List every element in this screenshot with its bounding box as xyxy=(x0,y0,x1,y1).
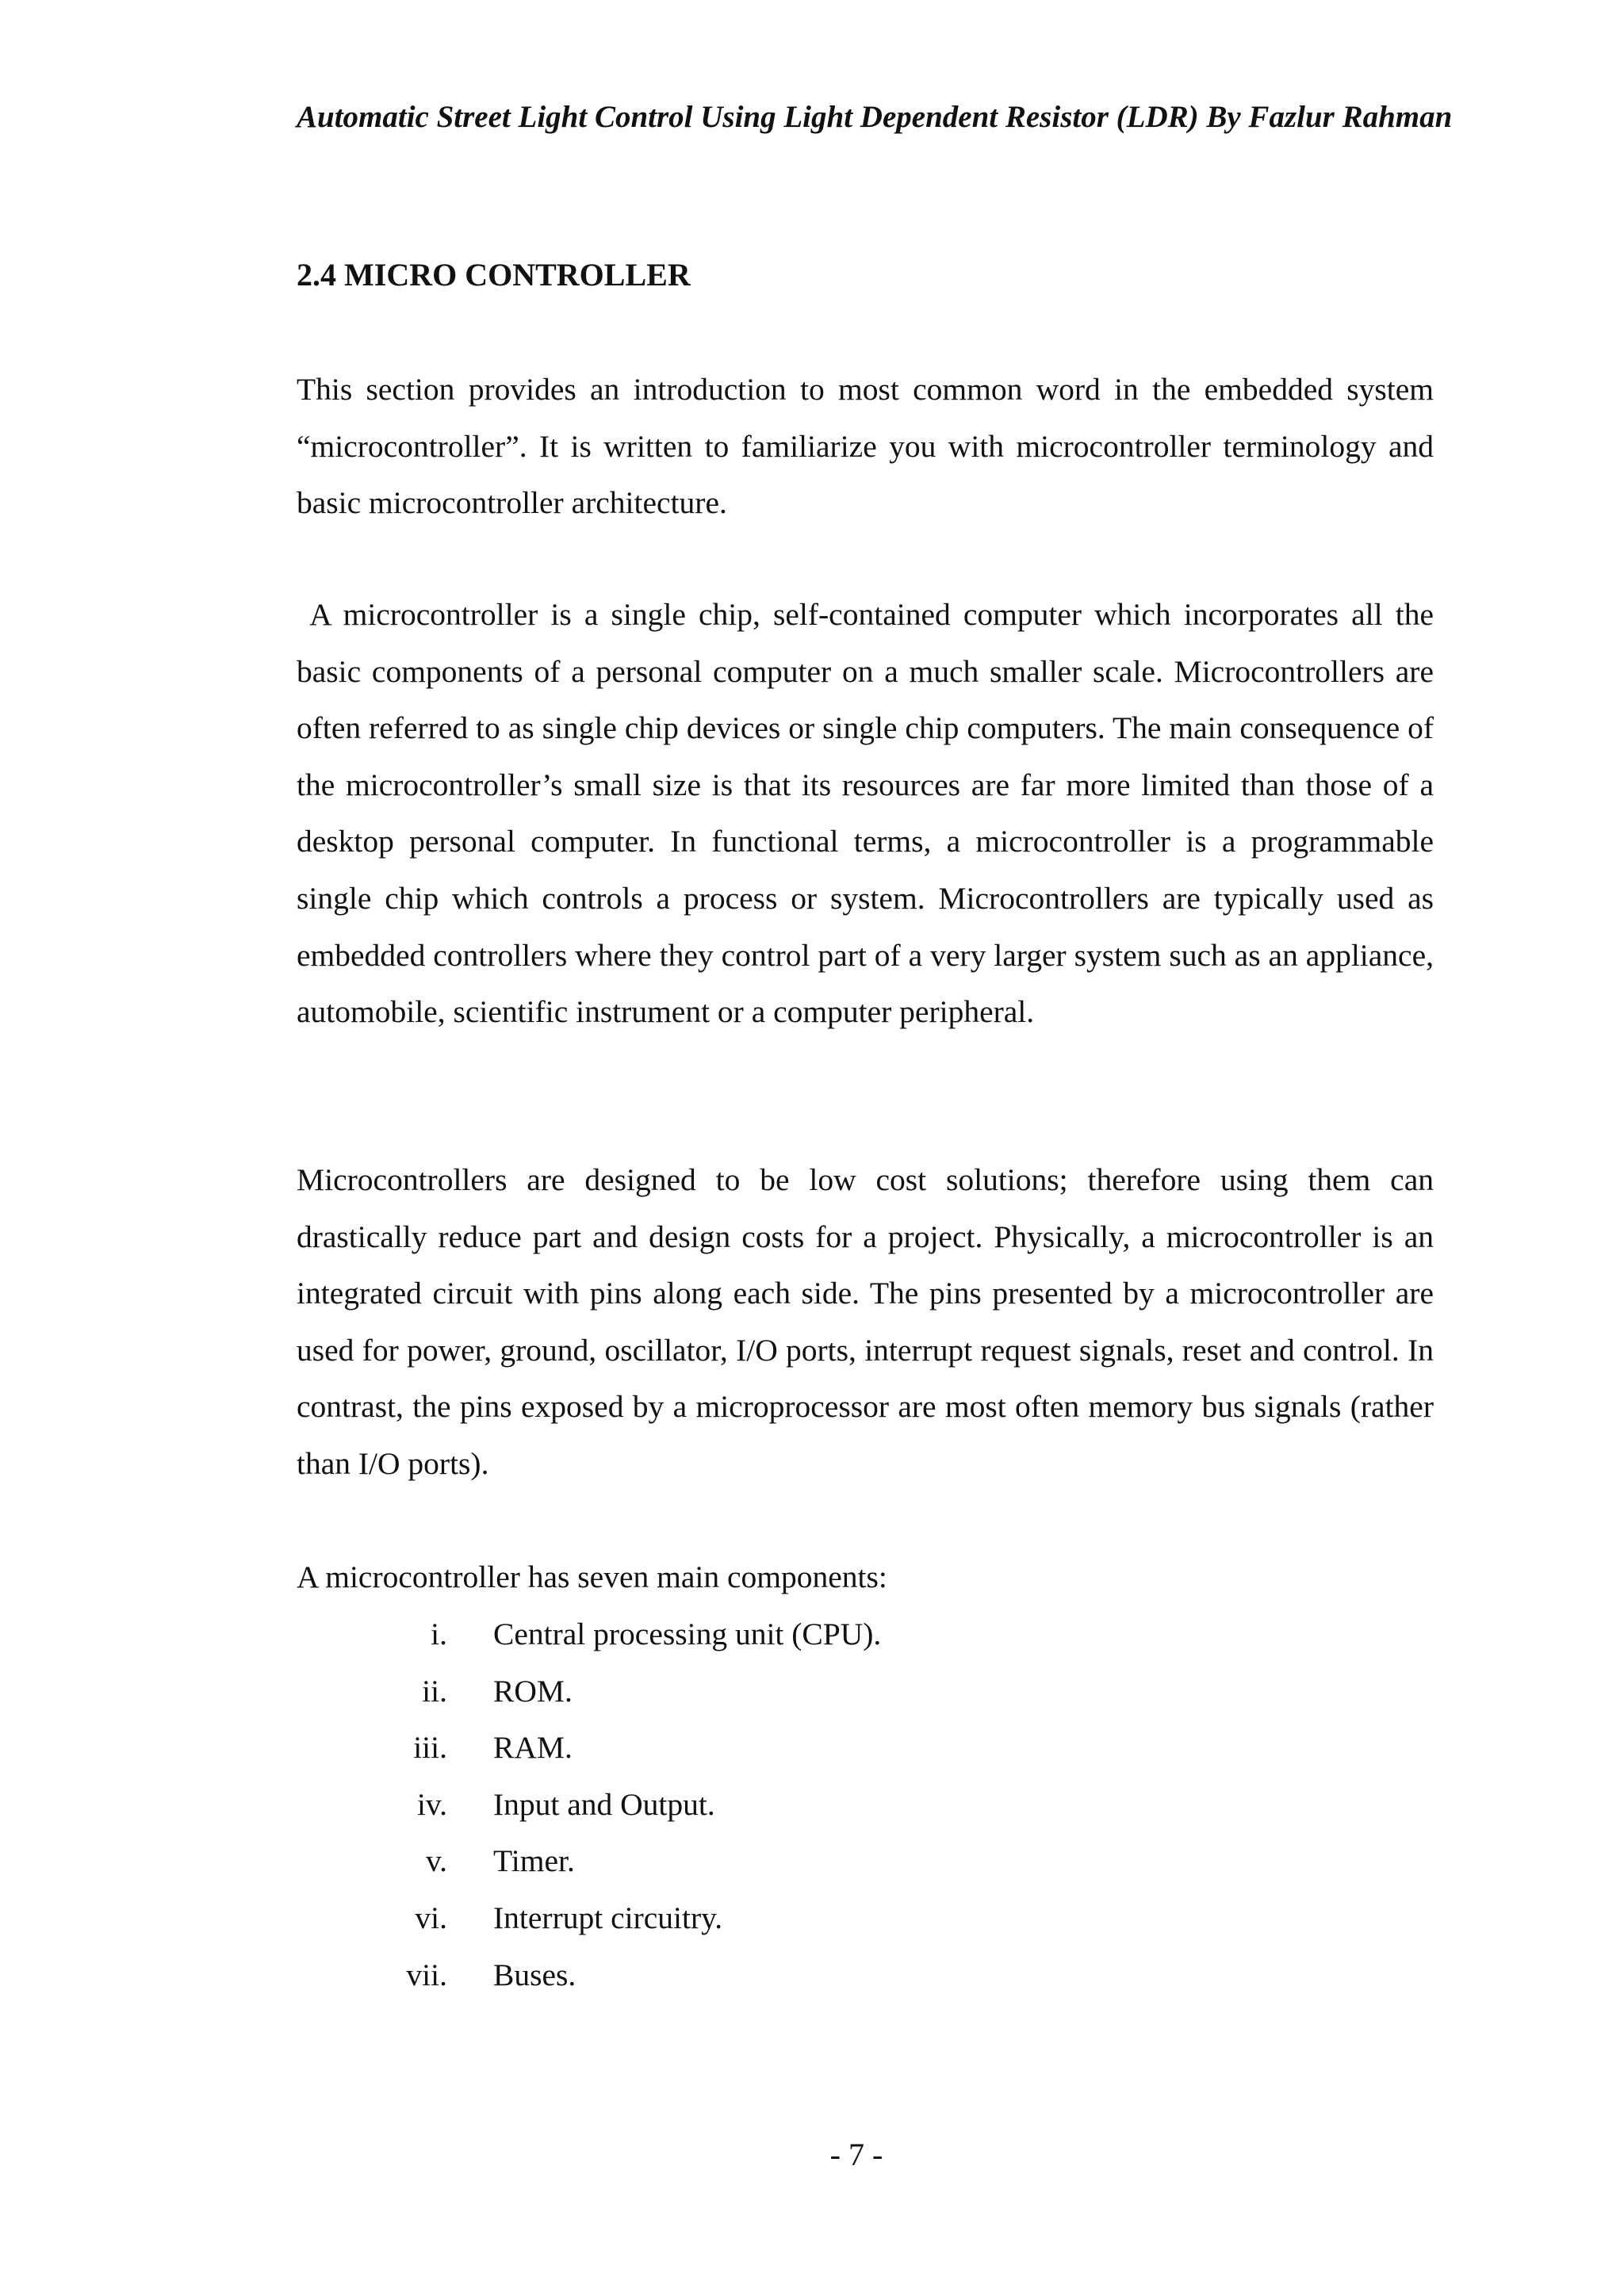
list-item xyxy=(297,1606,1434,1663)
list-numeral: iv. xyxy=(416,1786,447,1822)
list-item-text: ROM. xyxy=(493,1673,573,1709)
list-item xyxy=(297,1890,1434,1947)
paragraph-components-intro: A microcontroller has seven main components: xyxy=(297,1559,887,1594)
section-heading: 2.4 MICRO CONTROLLER xyxy=(297,257,691,293)
running-header: Automatic Street Light Control Using Light Dependent Resistor (LDR) By Fazlur Rahman xyxy=(297,100,1453,134)
list-item-text: Buses. xyxy=(493,1957,576,1992)
list-numeral: ii. xyxy=(422,1673,447,1709)
paragraph-intro: This section provides an introduction to most common word in the embedded system “microcontroller”. It is written to familiarize you with microcontroller terminology and basic microcontroller architecture. xyxy=(297,372,1434,521)
list-item-text: Input and Output. xyxy=(493,1786,715,1822)
list-item xyxy=(297,1947,1434,2004)
page-number: - 7 - xyxy=(829,2137,883,2172)
list-numeral: i. xyxy=(431,1617,447,1651)
list-numeral: v. xyxy=(425,1843,447,1879)
list-item xyxy=(297,1777,1434,1834)
list-numeral: vi. xyxy=(415,1900,447,1935)
list-item xyxy=(297,1833,1434,1890)
paragraph-design: Microcontrollers are designed to be low cost solutions; therefore using them can drastically reduce part and design costs for a project. Physically, a microcontroller is an integrated circuit with pins along each side. The pins presented by a microcontroller are used for power, ground, oscillator, I/O ports, interrupt request signals, reset and control. In contrast, the pins exposed by a microprocessor are most often memory bus signals (rather than I/O ports). xyxy=(297,1162,1434,1481)
list-item xyxy=(297,1663,1434,1720)
list-item-text: RAM. xyxy=(493,1730,573,1766)
list-item xyxy=(297,1720,1434,1777)
list-numeral: iii. xyxy=(413,1730,447,1766)
paragraph-definition: A microcontroller is a single chip, self-contained computer which incorporates all the basic components of a personal computer on a much smaller scale. Microcontrollers are often referred to as single chip devices or single chip computers. The main consequence of the microcontroller’s small size is that its resources are far more limited than those of a desktop personal computer. In functional terms, a microcontroller is a programmable single chip which controls a process or system. Microcontrollers are typically used as embedded controllers where they control part of a very larger system such as an appliance, automobile, scientific instrument or a computer peripheral. xyxy=(297,597,1442,1030)
list-item-text: Interrupt circuitry. xyxy=(493,1900,723,1935)
components-list xyxy=(297,1606,1434,2003)
list-item-text: Timer. xyxy=(493,1843,575,1879)
list-numeral: vii. xyxy=(406,1957,447,1992)
list-item-text: Central processing unit (CPU). xyxy=(493,1617,882,1651)
